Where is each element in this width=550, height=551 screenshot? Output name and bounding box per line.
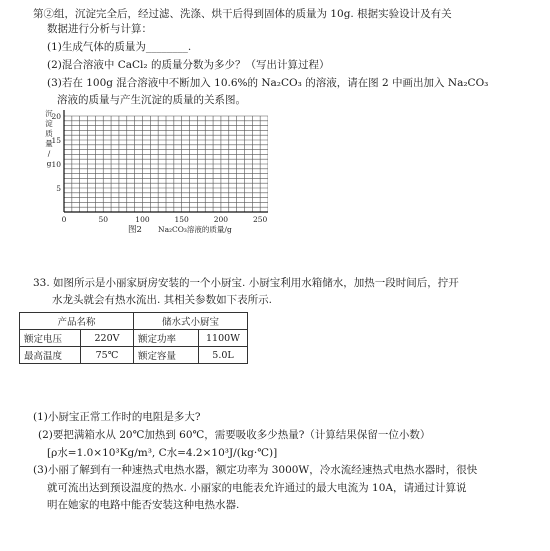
question-2: (2)混合溶液中 CaCl₂ 的质量分数为多少？（写出计算过程） <box>47 59 330 71</box>
question-1: (1)生成气体的质量为________. <box>47 41 192 53</box>
y-tick-label: 20 <box>51 112 61 121</box>
q33-constants: [ρ水=1.0×10³Kg/m³, C水=4.2×10³J/(kg·℃)] <box>47 447 278 459</box>
table-cell: 5.0L <box>199 347 248 364</box>
x-tick-label: 250 <box>252 215 268 224</box>
table-cell: 额定容量 <box>134 347 199 364</box>
table-cell: 最高温度 <box>20 347 81 364</box>
answer-grid-chart <box>38 108 268 236</box>
x-tick-label: 50 <box>98 215 109 224</box>
y-axis-label-char: 量 <box>45 139 53 148</box>
figure-caption: 图2 <box>128 225 142 235</box>
q33-sub-2: (2)要把满箱水从 20℃加热到 60℃，需要吸收多少热量?（计算结果保留一位小数） <box>38 429 431 441</box>
q33-line-1: 33. 如图所示是小丽家厨房安装的一个小厨宝. 小厨宝利用水箱储水，加热一段时间后，拧开 <box>33 277 459 289</box>
x-tick-labels <box>62 215 268 224</box>
x-tick-label: 100 <box>135 215 150 224</box>
question-3-line-1: (3)若在 100g 混合溶液中不断加入 10.6%的 Na₂CO₃ 的溶液，请在图 2 中画出加入 Na₂CO₃ <box>47 77 489 89</box>
y-axis-label-char: g <box>46 159 52 168</box>
x-tick-label: 200 <box>213 215 229 224</box>
q33-sub-3-line-2: 就可流出达到预设温度的热水. 小丽家的电能表允许通过的最大电流为 10A，请通过计算说 <box>47 482 467 494</box>
x-axis-label: Na₂CO₃溶液的质量/g <box>158 225 232 234</box>
y-axis-label-char: / <box>47 149 51 158</box>
x-tick-label: 0 <box>61 215 67 224</box>
y-tick-label: 10 <box>51 160 61 169</box>
intro-line-1: 第②组，沉淀完全后，经过滤、洗涤、烘干后得到固体的质量为 10g. 根据实验设计及有关 <box>33 8 452 20</box>
y-axis-label-char: 质 <box>45 129 53 138</box>
y-tick-label: 15 <box>51 136 61 145</box>
y-tick-label: 5 <box>56 184 61 193</box>
table-cell: 220V <box>81 330 134 347</box>
q33-sub-3-line-1: (3)小丽了解到有一种速热式电热水器，额定功率为 3000W，冷水流经速热式电热水器时，很快 <box>33 464 478 476</box>
table-row <box>20 330 248 347</box>
table-cell: 1100W <box>199 330 248 347</box>
chart-grid <box>64 116 268 212</box>
table-header-row <box>20 313 248 330</box>
x-tick-label: 150 <box>174 215 189 224</box>
table-header-cell: 产品名称 <box>20 313 134 330</box>
question-3-line-2: 溶液的质量与产生沉淀的质量的关系图。 <box>57 94 246 106</box>
table-cell: 额定功率 <box>134 330 199 347</box>
q33-sub-1: (1)小厨宝正常工作时的电阻是多大? <box>33 411 201 423</box>
table-header-cell: 储水式小厨宝 <box>134 313 248 330</box>
y-tick-labels <box>51 112 61 193</box>
intro-line-2: 数据进行分析与计算： <box>47 23 152 35</box>
y-axis-label-char: 沉 <box>45 109 53 118</box>
table-row <box>20 347 248 364</box>
table-cell: 额定电压 <box>20 330 81 347</box>
q33-line-2: 水龙头就会有热水流出. 其相关参数如下表所示. <box>52 294 273 306</box>
spec-table <box>19 312 248 364</box>
y-axis-label-char: 淀 <box>45 119 53 128</box>
q33-sub-3-line-3: 明在她家的电路中能否安装这种电热水器. <box>47 499 240 511</box>
table-cell: 75℃ <box>81 347 134 364</box>
